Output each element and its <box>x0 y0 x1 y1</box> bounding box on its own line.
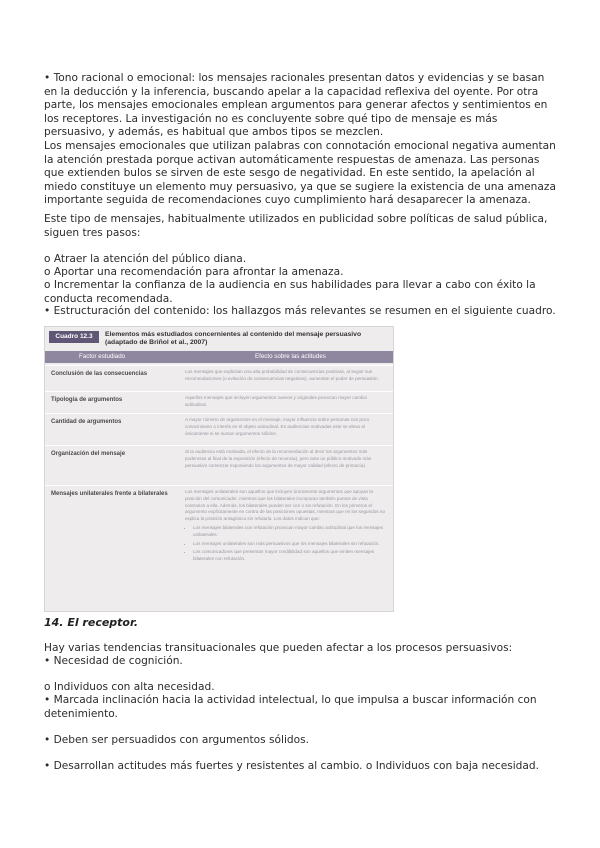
step-3: o Incrementar la confianza de la audiencia en sus habilidades para llevar a cabo con éxito la conducta recomendada. <box>44 279 536 305</box>
column-header-factor: Factor estudiado <box>79 353 126 360</box>
row-effect: Aquellos mensajes que incluyen argumentos nuevos y originales provocan mayor cambio actitudinal. <box>185 395 368 407</box>
paragraph-estructuracion: • Estructuración del contenido: los hallazgos más relevantes se resumen en el siguiente cuadro. <box>44 305 556 317</box>
step-2: o Aportar una recomendación para afrontar la amenaza. <box>44 266 344 278</box>
section-heading: 14. El receptor. <box>44 616 139 629</box>
row-factor: Tipología de argumentos <box>51 397 123 403</box>
row-effect <box>185 489 385 565</box>
table-column-headers <box>45 351 394 363</box>
paragraph-tipo-mensajes: Este tipo de mensajes, habitualmente utilizados en publicidad sobre políticas de salud pública, siguen tres pasos: <box>44 213 548 239</box>
paragraph-tendencias: Hay varias tendencias transituacionales que pueden afectar a los procesos persuasivos: <box>44 642 513 654</box>
table-badge: Cuadro 12.3 <box>49 331 99 343</box>
bullet-actitudes: • Desarrollan actitudes más fuertes y resistentes al cambio. o Individuos con baja necesidad. <box>44 760 539 772</box>
bullet-inclinacion: • Marcada inclinación hacia la actividad intelectual, lo que impulsa a buscar información con detenimiento. <box>44 694 537 720</box>
paragraph-mensajes-emocionales: Los mensajes emocionales que utilizan palabras con connotación emocional negativa aumentan la atención prestada porque activan automáticamente respuestas de amenaza. Las personas que extienden bulos se sirven de este sesgo de negatividad. En este sentido, la apelación al miedo constituye un elemento muy persuasivo, ya que se sugiere la existencia de una amenaza importante seguida de recomendaciones cuyo cumplimiento hará desaparecer la amenaza. <box>44 140 556 207</box>
list-item: • Los comunicadores que presentan mayor credibilidad son aquellos que emiten mensajes bilaterales con refutación. <box>193 549 385 563</box>
table-header <box>45 327 394 349</box>
row-effect-text: Los mensajes unilaterales son aquellos que incluyen únicamente argumentos que apoyan la posición del comunicador, mientras que los bilaterales incorporan también puntos de vista contrarios a ella. Además, los bilaterales pueden ser con o sin refutación. En los primeros el argumento explícitamente en contra de las posiciones opuestas, mientras que en los segundos no explica la posición antagónica sin refutarla. Los datos indican que: <box>185 489 385 522</box>
row-factor: Mensajes unilaterales frente a bilaterales <box>51 491 168 497</box>
table-row <box>45 365 394 392</box>
paragraph-tono-racional: • Tono racional o emocional: los mensajes racionales presentan datos y evidencias y se basan en la deducción y la inferencia, buscando apelar a la capacidad reflexiva del oyente. Por otra parte, los mensajes emocionales emplean argumentos para generar afectos y sentimientos en los receptores. La investigación no es concluyente sobre qué tipo de mensaje es más persuasivo, y además, es habitual que ambos tipos se mezclen. <box>44 72 548 139</box>
bullet-necesidad-cognicion: • Necesidad de cognición. <box>44 655 183 667</box>
table-title: Elementos más estudiados concernientes al contenido del mensaje persuasivo (adaptado de Briñol et al., 2007) <box>105 331 362 346</box>
row-factor: Organización del mensaje <box>51 451 126 457</box>
bullet-persuadidos: • Deben ser persuadidos con argumentos sólidos. <box>44 734 309 746</box>
row-factor: Conclusión de las consecuencias <box>51 371 148 377</box>
row-effect-bullets <box>185 525 385 563</box>
row-factor: Cantidad de argumentos <box>51 419 122 425</box>
column-header-effect: Efecto sobre las actitudes <box>255 353 326 360</box>
table-row <box>45 391 394 414</box>
cuadro-table <box>44 326 394 612</box>
sub-alta-necesidad: o Individuos con alta necesidad. <box>44 681 215 693</box>
list-item: • Los mensajes bilaterales con refutación provocan mayor cambio actitudinal que los mensajes unilaterales. <box>193 525 385 539</box>
table-row <box>45 413 394 446</box>
row-effect: Si la audiencia está motivada, el efecto de la recomendación al decir los argumentos más poderosos al final de la exposición (efecto de recencia), pero ante un público motivado más persuasivo comenzar exponiendo los argumentos de mayor calidad (efecto de primacía). <box>185 449 372 468</box>
table-row <box>45 445 394 486</box>
list-item: • Los mensajes unilaterales son más persuasivos que los mensajes bilaterales sin refutación. <box>193 541 385 548</box>
row-effect: A mayor número de argumentos en el mensaje, mayor influencia sobre personas con poco conocimiento o interés en el objeto actitudinal. En audiencias motivadas este se eleva al únicamente si se suman argumentos sólidos. <box>185 417 370 436</box>
step-1: o Atraer la atención del público diana. <box>44 253 247 265</box>
table-row <box>45 485 394 612</box>
row-effect: Los mensajes que explicitan una alta probabilidad de consecuencias positivas, al seguir sus recomendaciones (o evitación de consecuencias negativas), aumentan el poder de persuasión. <box>185 369 379 381</box>
